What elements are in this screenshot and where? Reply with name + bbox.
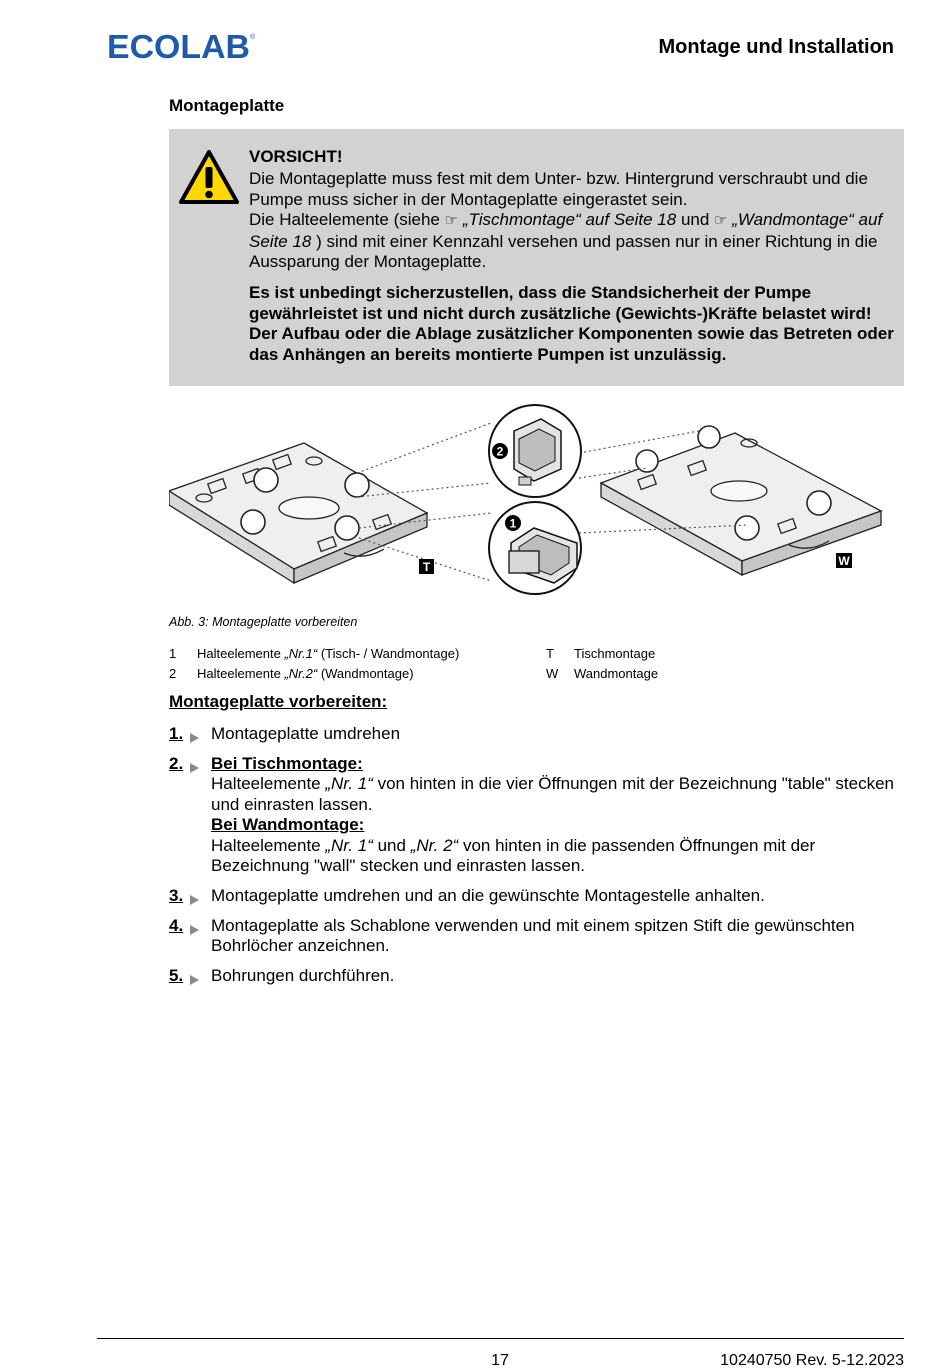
step-1: [169, 724, 899, 744]
step-number: 5.: [169, 966, 184, 985]
legend-text-pre: Halteelemente: [197, 646, 285, 661]
detail-element-1: [489, 502, 581, 594]
ref-link-wandmontage[interactable]: „Wandmontage“ auf Seite 18: [249, 210, 883, 251]
legend-num: 1: [169, 646, 177, 661]
step-text: Montageplatte umdrehen und an die gewünschte Montagestelle anhalten.: [211, 886, 765, 905]
caution-line2-mid: und: [680, 210, 710, 230]
caution-title: VORSICHT!: [249, 147, 343, 166]
ref-link-tischmontage[interactable]: „Tischmontage“ auf Seite 18: [462, 210, 677, 230]
plate-wall-illustration: [601, 426, 881, 575]
plate-table-illustration: [169, 443, 427, 583]
step-4: [169, 916, 899, 957]
step-number: 1.: [169, 724, 184, 743]
caution-bold-text: Es ist unbedingt sicherzustellen, dass die Standsicherheit der Pumpe gewährleistet ist und nicht durch zusätzliche (Gewichts-)Kräfte belastet wird! Der Aufbau oder die Ablage zusätzlicher Komponenten sowie das Betreten oder das Anhängen an bereits montierte Pumpen ist unzulässig.: [249, 283, 894, 364]
caution-line2: [249, 210, 897, 272]
legend-text-ital: „Nr.1“: [284, 646, 318, 661]
legend-num: 2: [169, 666, 177, 681]
document-reference: 10240750 Rev. 5-12.2023: [720, 1352, 904, 1369]
page-heading: Montageplatte: [169, 96, 285, 115]
caution-line2-post: ) sind mit einer Kennzahl versehen und passen nur in einer Richtung in die Aussparung der Montageplatte.: [249, 231, 878, 272]
callout-2-label: 2: [496, 444, 504, 459]
step-subheading-wall: Bei Wandmontage:: [211, 815, 365, 835]
step-3: [169, 886, 899, 906]
callout-1-label: 1: [509, 516, 517, 531]
step-text-wall: [211, 836, 899, 877]
legend-item-1: [169, 646, 460, 661]
caution-text: [249, 147, 897, 365]
text-pre: Halteelemente: [211, 835, 326, 855]
text-ital: „Nr. 1“: [325, 835, 373, 855]
mounting-plate-figure: [169, 403, 885, 603]
step-arrow-icon: [190, 925, 199, 935]
section-title: Montage und Installation: [658, 36, 894, 58]
legend-text: Wandmontage: [574, 666, 659, 681]
step-arrow-icon: [190, 763, 199, 773]
step-number: 2.: [169, 754, 184, 773]
steps-title: Montageplatte vorbereiten:: [169, 692, 388, 711]
legend-text-post: (Tisch- / Wandmontage): [317, 646, 460, 661]
legend-text-post: (Wandmontage): [317, 666, 414, 681]
logo-text: ECOLAB: [107, 30, 250, 62]
step-text: Montageplatte als Schablone verwenden und mit einem spitzen Stift die gewünschten Bohrlöcher anzeichnen.: [211, 916, 855, 956]
step-text: Montageplatte umdrehen: [211, 724, 401, 743]
step-text: Bohrungen durchführen.: [211, 966, 395, 985]
text-post: von hinten in die passenden Öffnungen mit der Bezeichnung "wall" stecken und einrasten lassen.: [211, 835, 816, 876]
legend-text-ital: „Nr.2“: [284, 666, 318, 681]
text-ital: „Nr. 2“: [410, 835, 459, 855]
ecolab-logo: [107, 30, 257, 62]
page-number: 17: [491, 1352, 509, 1369]
step-text-table: [211, 774, 899, 815]
legend-item-T: [546, 646, 656, 661]
legend-text-pre: Halteelemente: [197, 666, 285, 681]
text-post: von hinten in die vier Öffnungen mit der Bezeichnung "table" stecken und einrasten lassen.: [211, 774, 895, 814]
warning-triangle-icon: [178, 149, 240, 205]
footer-divider: [97, 1338, 904, 1339]
step-5: [169, 966, 899, 986]
caution-line2-pre: Die Halteelemente (siehe: [249, 210, 440, 230]
legend-num: W: [546, 666, 559, 681]
step-subheading-table: Bei Tischmontage:: [211, 754, 363, 773]
step-body: [211, 754, 899, 876]
legend-num: T: [546, 646, 554, 661]
text-ital: „Nr. 1“: [325, 774, 373, 794]
label-T: T: [422, 560, 431, 574]
step-arrow-icon: [190, 733, 199, 743]
step-arrow-icon: [190, 975, 199, 985]
step-2: [169, 754, 899, 876]
svg-text:®: ®: [250, 34, 256, 41]
label-W: W: [838, 554, 850, 568]
step-arrow-icon: [190, 895, 199, 905]
hand-pointer-icon: ☞: [444, 212, 459, 230]
hand-pointer-icon: ☞: [714, 212, 728, 230]
step-number: 3.: [169, 886, 184, 905]
caution-line1: Die Montageplatte muss fest mit dem Unter- bzw. Hintergrund verschraubt und die Pumpe muss sicher in der Montageplatte eingerastet sein.: [249, 169, 868, 209]
text-mid: und: [372, 835, 411, 855]
legend-text: Tischmontage: [574, 646, 656, 661]
legend-item-W: [546, 666, 659, 681]
step-number: 4.: [169, 916, 184, 935]
text-pre: Halteelemente: [211, 774, 326, 794]
legend-item-2: [169, 666, 414, 681]
figure-caption: Abb. 3: Montageplatte vorbereiten: [169, 615, 358, 629]
